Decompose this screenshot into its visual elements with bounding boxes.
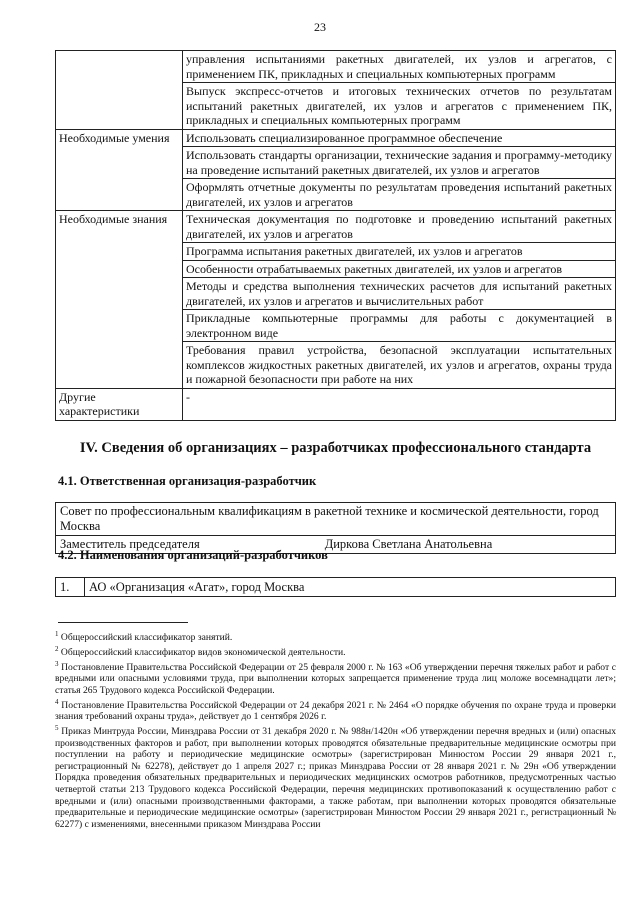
footnotes (55, 629, 616, 830)
row-value: Требования правил устройства, безопасной эксплуатации испытательных комплексов жидкостных ракетных двигателей, их узлов и агрегатов, охраны труда и пожарной безопасности при работе на них (183, 342, 616, 389)
footnote-mark: 1 (55, 630, 59, 638)
developer-name: АО «Организация «Агат», город Москва (85, 578, 616, 597)
row-value: Выпуск экспресс-отчетов и итоговых технических отчетов по результатам испытаний ракетных двигателей, их узлов и агрегатов с применением ПК, прикладных и специальных компьютерных программ (183, 83, 616, 130)
row-value: управления испытаниями ракетных двигателей, их узлов и агрегатов, с применением ПК, прикладных и специальных компьютерных программ (183, 51, 616, 83)
subsection-title-responsible: 4.1. Ответственная организация-разработчик (58, 474, 317, 488)
table-row (56, 51, 616, 83)
footnote-mark: 3 (55, 659, 59, 668)
footnote-divider (58, 622, 188, 623)
footnote-mark: 2 (55, 644, 59, 653)
developer-number: 1. (56, 578, 85, 597)
footnote-text: Общероссийский классификатор видов экономической деятельности. (58, 646, 346, 658)
section-title: IV. Сведения об организациях – разработчиках профессионального стандарта (79, 440, 592, 456)
row-label-skills: Необходимые умения (56, 129, 183, 211)
footnote-mark: 4 (55, 697, 59, 706)
responsible-org-table (55, 502, 616, 554)
row-value: Использовать стандарты организации, технические задания и программу-методику на проведение испытаний ракетных двигателей, их узлов и агрегатов (183, 147, 616, 179)
row-value: - (183, 388, 616, 420)
footnote-mark: 5 (55, 723, 59, 732)
row-value: Программа испытания ракетных двигателей, их узлов и агрегатов (183, 243, 616, 261)
developers-table (55, 577, 616, 597)
footnote (55, 697, 616, 723)
row-value: Использовать специализированное программное обеспечение (183, 129, 616, 147)
row-value: Особенности отрабатываемых ракетных двигателей, их узлов и агрегатов (183, 260, 616, 278)
row-value: Техническая документация по подготовке и проведению испытаний ракетных двигателей, их узлов и агрегатов (183, 211, 616, 243)
row-label-other: Другие характеристики (56, 388, 183, 420)
requirements-table (55, 50, 616, 421)
subsection-title-developers: 4.2. Наименования организаций-разработчиков (58, 548, 328, 562)
table-row (56, 388, 616, 420)
row-label (56, 51, 183, 130)
table-row (56, 211, 616, 243)
table-row (56, 503, 616, 536)
footnote (55, 659, 616, 697)
footnote-text: Общероссийский классификатор занятий. (58, 632, 233, 644)
head-position: Заместитель председателя (60, 537, 200, 551)
footnote-text: Постановление Правительства Российской Федерации от 25 февраля 2000 г. № 163 «Об утверждении перечня тяжелых работ и работ с вредными или опасными условиями труда, при выполнении которых запрещается применение труда лиц моложе восемнадцати лет»; статья 265 Трудового кодекса Российской Федерации. (55, 661, 616, 696)
row-label-knowledge: Необходимые знания (56, 211, 183, 389)
footnote (55, 644, 616, 659)
page-number: 23 (314, 20, 326, 34)
responsible-org-name: Совет по профессиональным квалификациям в ракетной технике и космической деятельности, город Москва (56, 503, 616, 536)
footnote (55, 723, 616, 831)
row-value: Оформлять отчетные документы по результатам проведения испытаний ракетных двигателей, их узлов и агрегатов (183, 179, 616, 211)
footnote-text: Постановление Правительства Российской Федерации от 24 декабря 2021 г. № 2464 «О порядке обучения по охране труда и проверки знания требований охраны труда», действует до 1 сентября 2026 г. (55, 699, 616, 723)
footnote-text: Приказ Минтруда России, Минздрава России от 31 декабря 2020 г. № 988н/1420н «Об утверждении перечня вредных и (или) опасных производственных факторов и работ, при выполнении которых проводятся обязательные предварительные медицинские осмотры при поступлении на работу и периодические медицинские осмотры» (зарегистрирован Минюстом России 29 января 2021 г., регистрационный № 62278), действует до 1 апреля 2027 г.; приказ Минздрава России от 28 января 2021 г. № 29н «Об утверждении Порядка проведения обязательных предварительных и периодических медицинских осмотров работников, предусмотренных частью четвертой статьи 213 Трудового кодекса Российской Федерации, перечня медицинских противопоказаний к осуществлению работ с вредными и (или) опасными производственными факторами, а также работам, при выполнении которых проводятся обязательные предварительные и периодические медицинские осмотры» (зарегистрирован Минюстом России 29 января 2021 г., регистрационный № 62277) с изменениями, внесенными приказом Минздрава России (55, 726, 616, 830)
head-name: Диркова Светлана Анатольевна (324, 537, 493, 551)
row-value: Методы и средства выполнения технических расчетов для испытаний ракетных двигателей, их узлов и агрегатов и вычислительных работ (183, 278, 616, 310)
table-row (56, 129, 616, 147)
footnote (55, 629, 616, 644)
table-row (56, 578, 616, 597)
row-value: Прикладные компьютерные программы для работы с документацией в электронном виде (183, 310, 616, 342)
